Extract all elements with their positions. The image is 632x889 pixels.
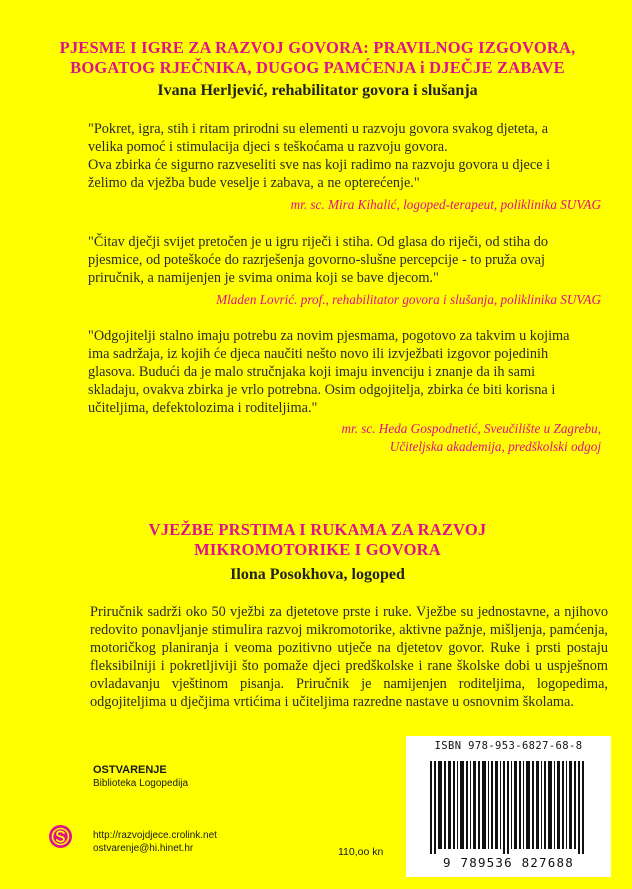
publisher-block bbox=[93, 763, 188, 791]
review-3-attribution bbox=[341, 420, 601, 456]
isbn-barcode-box bbox=[406, 736, 611, 877]
review-1-text bbox=[88, 120, 610, 192]
book2-title-line1: VJEŽBE PRSTIMA I RUKAMA ZA RAZVOJ bbox=[148, 520, 487, 539]
review-line: "Odgojitelji stalno imaju potrebu za novim pjesmama, pogotovo za takvim u kojima bbox=[88, 328, 570, 344]
publisher-name: OSTVARENJE bbox=[93, 764, 167, 776]
review-line: pjesmice, od poteškoće do razrješenja govorno-slušne percepcije - to pruža ovaj bbox=[88, 252, 545, 268]
review-line: glasova. Budući da je malo stručnjaka koji imaju invenciju i znanje da ih sami bbox=[88, 364, 536, 380]
barcode-graphic bbox=[416, 761, 601, 854]
review-line: "Pokret, igra, stih i ritam prirodni su elementi u razvoju govora svakog djeteta, a bbox=[88, 121, 549, 137]
review-line: priručnik, a namijenjen je svima onima koji se bave djecom." bbox=[88, 270, 439, 286]
publisher-url-link[interactable]: http://razvojdjece.crolink.net bbox=[93, 830, 217, 841]
review-line: Ova zbirka će sigurno razveseliti sve nas koji radimo na razvoju govora u djece i bbox=[88, 157, 551, 173]
review-2-attribution: Mladen Lovrić. prof., rehabilitator govora i slušanja, poliklinika SUVAG bbox=[216, 292, 601, 307]
review-1-attribution: mr. sc. Mira Kihalić, logoped-terapeut, poliklinika SUVAG bbox=[290, 197, 601, 212]
book1-title-line1: PJESME I IGRE ZA RAZVOJ GOVORA: PRAVILNOG IZGOVORA, bbox=[59, 38, 576, 57]
book1-title-line2: BOGATOG RJEČNIKA, DUGOG PAMĆENJA i DJEČJE ZABAVE bbox=[70, 58, 565, 77]
publisher-series: Biblioteka Logopedija bbox=[93, 778, 189, 789]
review-line: velika pomoć i stimulacija djeci s teškoćama u razvoju govora. bbox=[88, 139, 448, 155]
isbn-label: ISBN 978-953-6827-68-8 bbox=[434, 740, 583, 752]
book1-author: Ivana Herljević, rehabilitator govora i slušanja bbox=[157, 82, 478, 99]
review-line: skladaju, ovakva zbirka je vrlo potrebna. Osim odgojitelja, zbirka će biti korisna i bbox=[88, 382, 556, 398]
book2-title bbox=[30, 520, 605, 560]
review-2-text bbox=[88, 233, 610, 287]
review-3-attribution-line2: Učiteljska akademija, predškolski odgoj bbox=[389, 439, 601, 454]
book2-description: Priručnik sadrži oko 50 vježbi za djetetove prste i ruke. Vježbe su jednostavne, a njihovo redovito ponavljanje stimulira razvoj mikromotorike, aktivne pažnje, mišljenja, pamćenja, motoričkog planiranja i veoma pozitivno utječe na djetetov govor. Ruke i prsti postaju fleksibilniji i pokretljiviji što pomaže djeci predškolske i rane školske dobi u uspješnom ovladavanju vještinom pisanja. Priručnik je namijenjen roditeljima, logopedima, odgojiteljima u dječjima vrtićima i učiteljima razredne nastave u osnovnim školama. bbox=[90, 604, 608, 710]
ostvarenje-logo-icon bbox=[48, 824, 73, 849]
review-line: "Čitav dječji svijet pretočen je u igru riječi i stiha. Od glasa do riječi, od stiha do bbox=[88, 234, 549, 250]
publisher-contacts bbox=[93, 829, 217, 855]
book2-title-line2: MIKROMOTORIKE I GOVORA bbox=[194, 540, 441, 559]
book2-author: Ilona Posokhova, logoped bbox=[230, 566, 405, 583]
review-line: želimo da vježba bude veselje i zabava, a ne opterećenje." bbox=[88, 175, 420, 191]
publisher-email-link[interactable]: ostvarenje@hi.hinet.hr bbox=[93, 843, 194, 854]
barcode-digits: 9 789536 827688 bbox=[443, 855, 574, 870]
review-3-attribution-line1: mr. sc. Heda Gospodnetić, Sveučilište u Zagrebu, bbox=[341, 421, 601, 436]
review-line: ima sadržaja, iz kojih će djeca naučiti nešto novo ili izvježbati izgovor pojedinih bbox=[88, 346, 549, 362]
review-3-text bbox=[88, 327, 610, 417]
review-line: učiteljima, defektolozima i roditeljima." bbox=[88, 400, 318, 416]
book1-title bbox=[30, 38, 605, 78]
price-label: 110,oo kn bbox=[338, 846, 384, 858]
barcode-bars bbox=[430, 761, 584, 854]
